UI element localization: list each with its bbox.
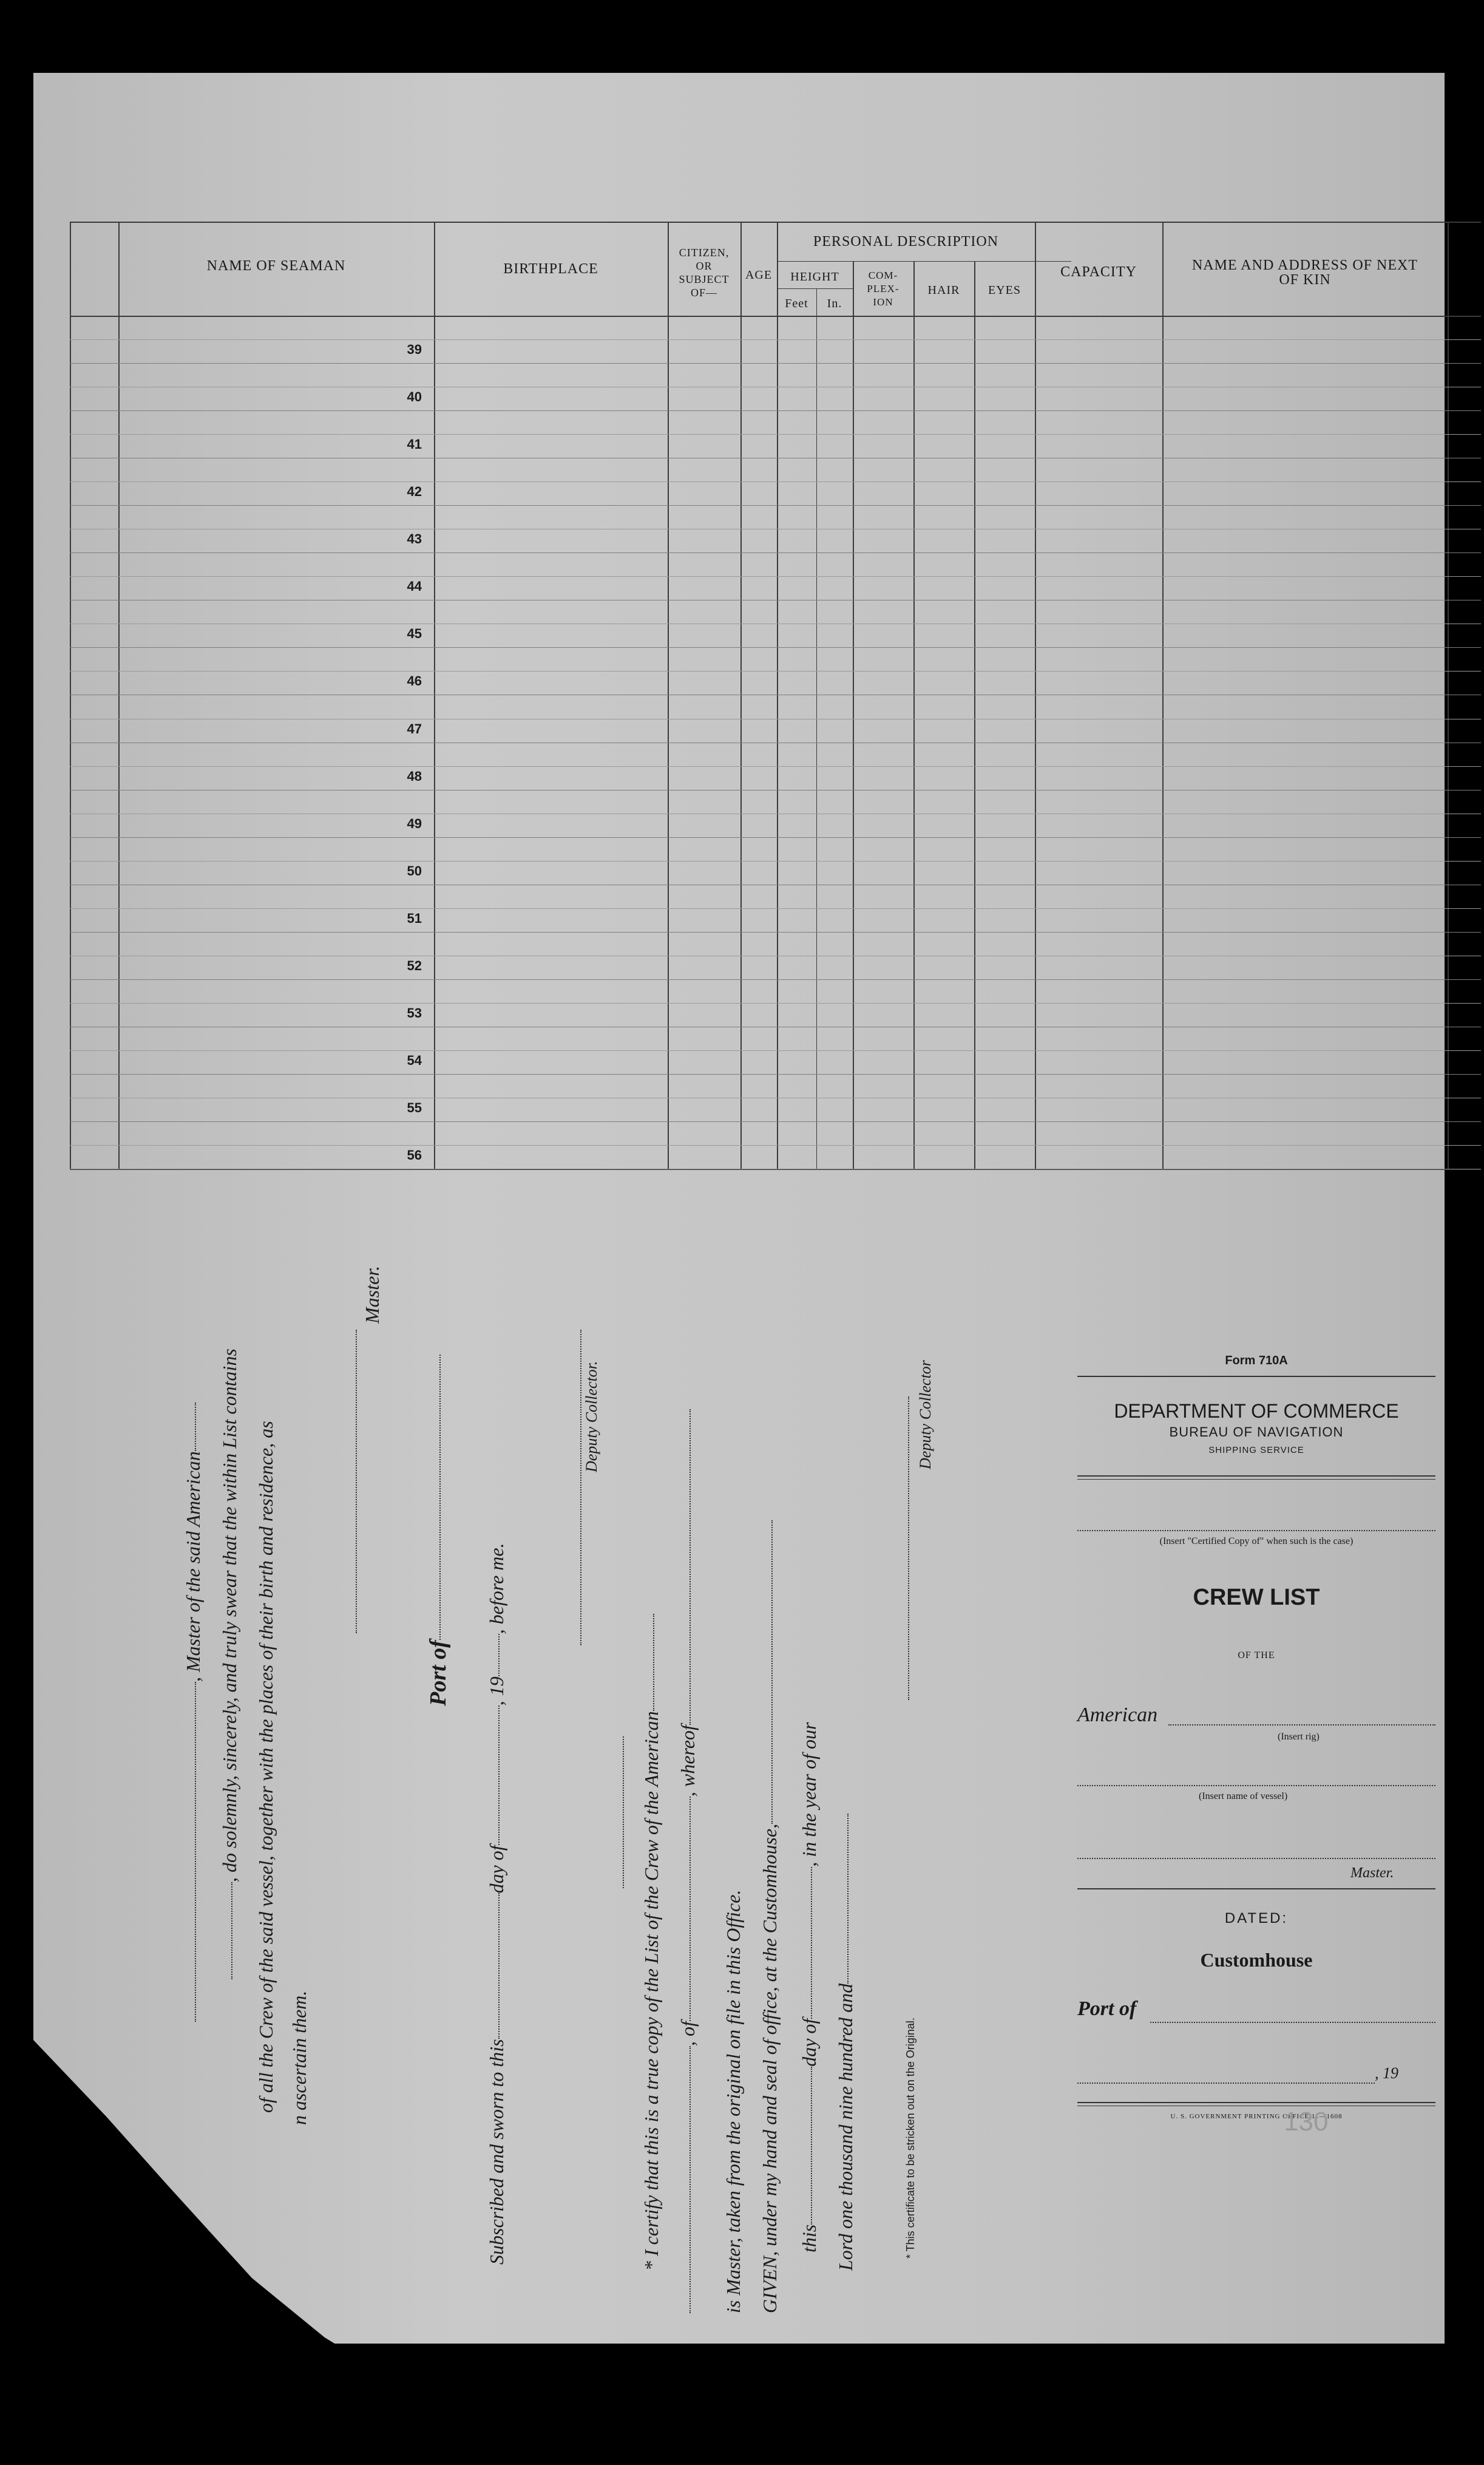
- collector-signature-line-2: [610, 1736, 632, 1888]
- document-page: [33, 73, 1445, 2344]
- cover-master-label: Master.: [1350, 1865, 1394, 1881]
- certificate-line-3: is Master, taken from the original on file in this Office.: [722, 1889, 744, 2313]
- header-personal-description: PERSONAL DESCRIPTION: [813, 234, 999, 250]
- department-title: DEPARTMENT OF COMMERCE: [1114, 1400, 1399, 1422]
- oath-line-1: , Master of the said American: [182, 1402, 205, 2022]
- row-divider: [70, 1074, 1481, 1075]
- row-number: 49: [407, 815, 422, 831]
- row-number: 46: [407, 673, 422, 689]
- row-subdivider: [70, 1050, 1481, 1051]
- row-number: 56: [407, 1148, 422, 1163]
- subscribed-line: Subscribed and sworn to thisday of, 19, before me.: [486, 1543, 507, 2265]
- certificate-footnote: * This certificate to be stricken out on the Original.: [904, 2018, 916, 2259]
- row-number: 51: [407, 910, 422, 926]
- header-capacity: CAPACITY: [1060, 264, 1137, 280]
- row-number: 43: [407, 531, 422, 547]
- header-inches: In.: [827, 297, 842, 310]
- printer-imprint: U. S. GOVERNMENT PRINTING OFFICE 11—1608: [1170, 2113, 1343, 2120]
- row-number: 48: [407, 768, 422, 784]
- row-divider: [70, 647, 1481, 648]
- certificate-signature-line: [895, 1396, 918, 1700]
- row-number: 53: [407, 1005, 422, 1021]
- master-field: [1077, 1858, 1435, 1859]
- crew-table: [70, 222, 1481, 1169]
- row-number: 42: [407, 484, 422, 500]
- service-title: SHIPPING SERVICE: [1208, 1445, 1304, 1455]
- port-field: [1150, 2022, 1435, 2023]
- vessel-name-field: [1077, 1785, 1435, 1786]
- row-number: 44: [407, 579, 422, 594]
- header-complexion: COM- PLEX- ION: [867, 270, 900, 308]
- header-hair: HAIR: [927, 284, 960, 297]
- row-number: 40: [407, 389, 422, 405]
- of-the-label: OF THE: [1238, 1650, 1275, 1661]
- deputy-collector-label: Deputy Collector.: [583, 1361, 600, 1472]
- bureau-title: BUREAU OF NAVIGATION: [1169, 1424, 1344, 1440]
- rig-field: [1168, 1724, 1435, 1725]
- header-name-of-seaman: NAME OF SEAMAN: [206, 258, 346, 274]
- dated-label: DATED:: [1224, 1910, 1289, 1926]
- master-signature-line: [343, 1330, 365, 1633]
- certificate-line-5: thisday of, in the year of our: [798, 1722, 820, 2252]
- certificate-deputy-collector: Deputy Collector: [916, 1360, 934, 1469]
- insert-vessel-caption: (Insert name of vessel): [1199, 1791, 1288, 1801]
- master-label: Master.: [361, 1265, 383, 1324]
- row-subdivider: [70, 1003, 1481, 1004]
- row-number: 39: [407, 342, 422, 357]
- form-number: Form 710A: [1225, 1354, 1288, 1367]
- torn-corner: [33, 2040, 640, 2465]
- row-divider: [70, 979, 1481, 980]
- row-divider: [70, 837, 1481, 838]
- row-divider: [70, 1121, 1481, 1122]
- archive-stamp: 130: [1284, 2107, 1329, 2137]
- header-eyes: EYES: [988, 284, 1021, 297]
- cover-panel: [1077, 1354, 1435, 2143]
- row-number: 55: [407, 1100, 422, 1115]
- row-subdivider: [70, 1145, 1481, 1146]
- insert-rig-caption: (Insert rig): [1278, 1732, 1320, 1742]
- header-next-of-kin: NAME AND ADDRESS OF NEXT OF KIN: [1191, 257, 1418, 288]
- row-number: 54: [407, 1052, 422, 1068]
- row-subdivider: [70, 339, 1481, 340]
- customhouse-label: Customhouse: [1200, 1949, 1313, 1971]
- row-divider: [70, 552, 1481, 553]
- american-label: American: [1077, 1704, 1158, 1726]
- row-subdivider: [70, 766, 1481, 767]
- certificate-line-1: * I certify that this is a true copy of the List of the Crew of the American: [640, 1614, 663, 2271]
- oath-line-2: , do solemnly, sincerely, and truly swear that the within List contains: [219, 1348, 241, 1979]
- cover-year-label: , 19: [1375, 2064, 1398, 2082]
- certificate-line-2: , of, whereof: [677, 1409, 699, 2313]
- header-feet: Feet: [785, 297, 808, 310]
- certified-copy-note: (Insert "Certified Copy of" when such is the case): [1159, 1536, 1354, 1546]
- oath-line-3: of all the Crew of the said vessel, together with the places of their birth and residence, as: [255, 1421, 277, 2113]
- row-subdivider: [70, 434, 1481, 435]
- header-birthplace: BIRTHPLACE: [503, 261, 598, 277]
- row-number: 45: [407, 626, 422, 642]
- row-subdivider: [70, 908, 1481, 909]
- row-divider: [70, 410, 1481, 411]
- row-divider: [70, 505, 1481, 506]
- row-subdivider: [70, 861, 1481, 862]
- crew-list-title: CREW LIST: [1193, 1585, 1320, 1610]
- header-citizen: CITIZEN, OR SUBJECT OF—: [679, 246, 730, 299]
- row-number: 50: [407, 863, 422, 879]
- row-number: 52: [407, 957, 422, 973]
- row-subdivider: [70, 671, 1481, 672]
- oath-line-4: n ascertain them.: [288, 1990, 310, 2125]
- certificate-line-4: GIVEN, under my hand and seal of office, at the Customhouse,: [759, 1520, 781, 2313]
- header-age: AGE: [745, 268, 773, 282]
- cover-port-of-label: Port of: [1077, 1997, 1137, 2020]
- date-field: [1077, 2082, 1375, 2084]
- header-height: HEIGHT: [790, 270, 839, 284]
- certificate-line-6: Lord one thousand nine hundred and: [835, 1814, 857, 2271]
- row-divider: [70, 363, 1481, 364]
- row-number: 41: [407, 437, 422, 452]
- port-of-label: Port of: [425, 1355, 452, 1706]
- row-number: 47: [407, 721, 422, 736]
- row-divider: [70, 932, 1481, 933]
- row-subdivider: [70, 481, 1481, 482]
- row-subdivider: [70, 576, 1481, 577]
